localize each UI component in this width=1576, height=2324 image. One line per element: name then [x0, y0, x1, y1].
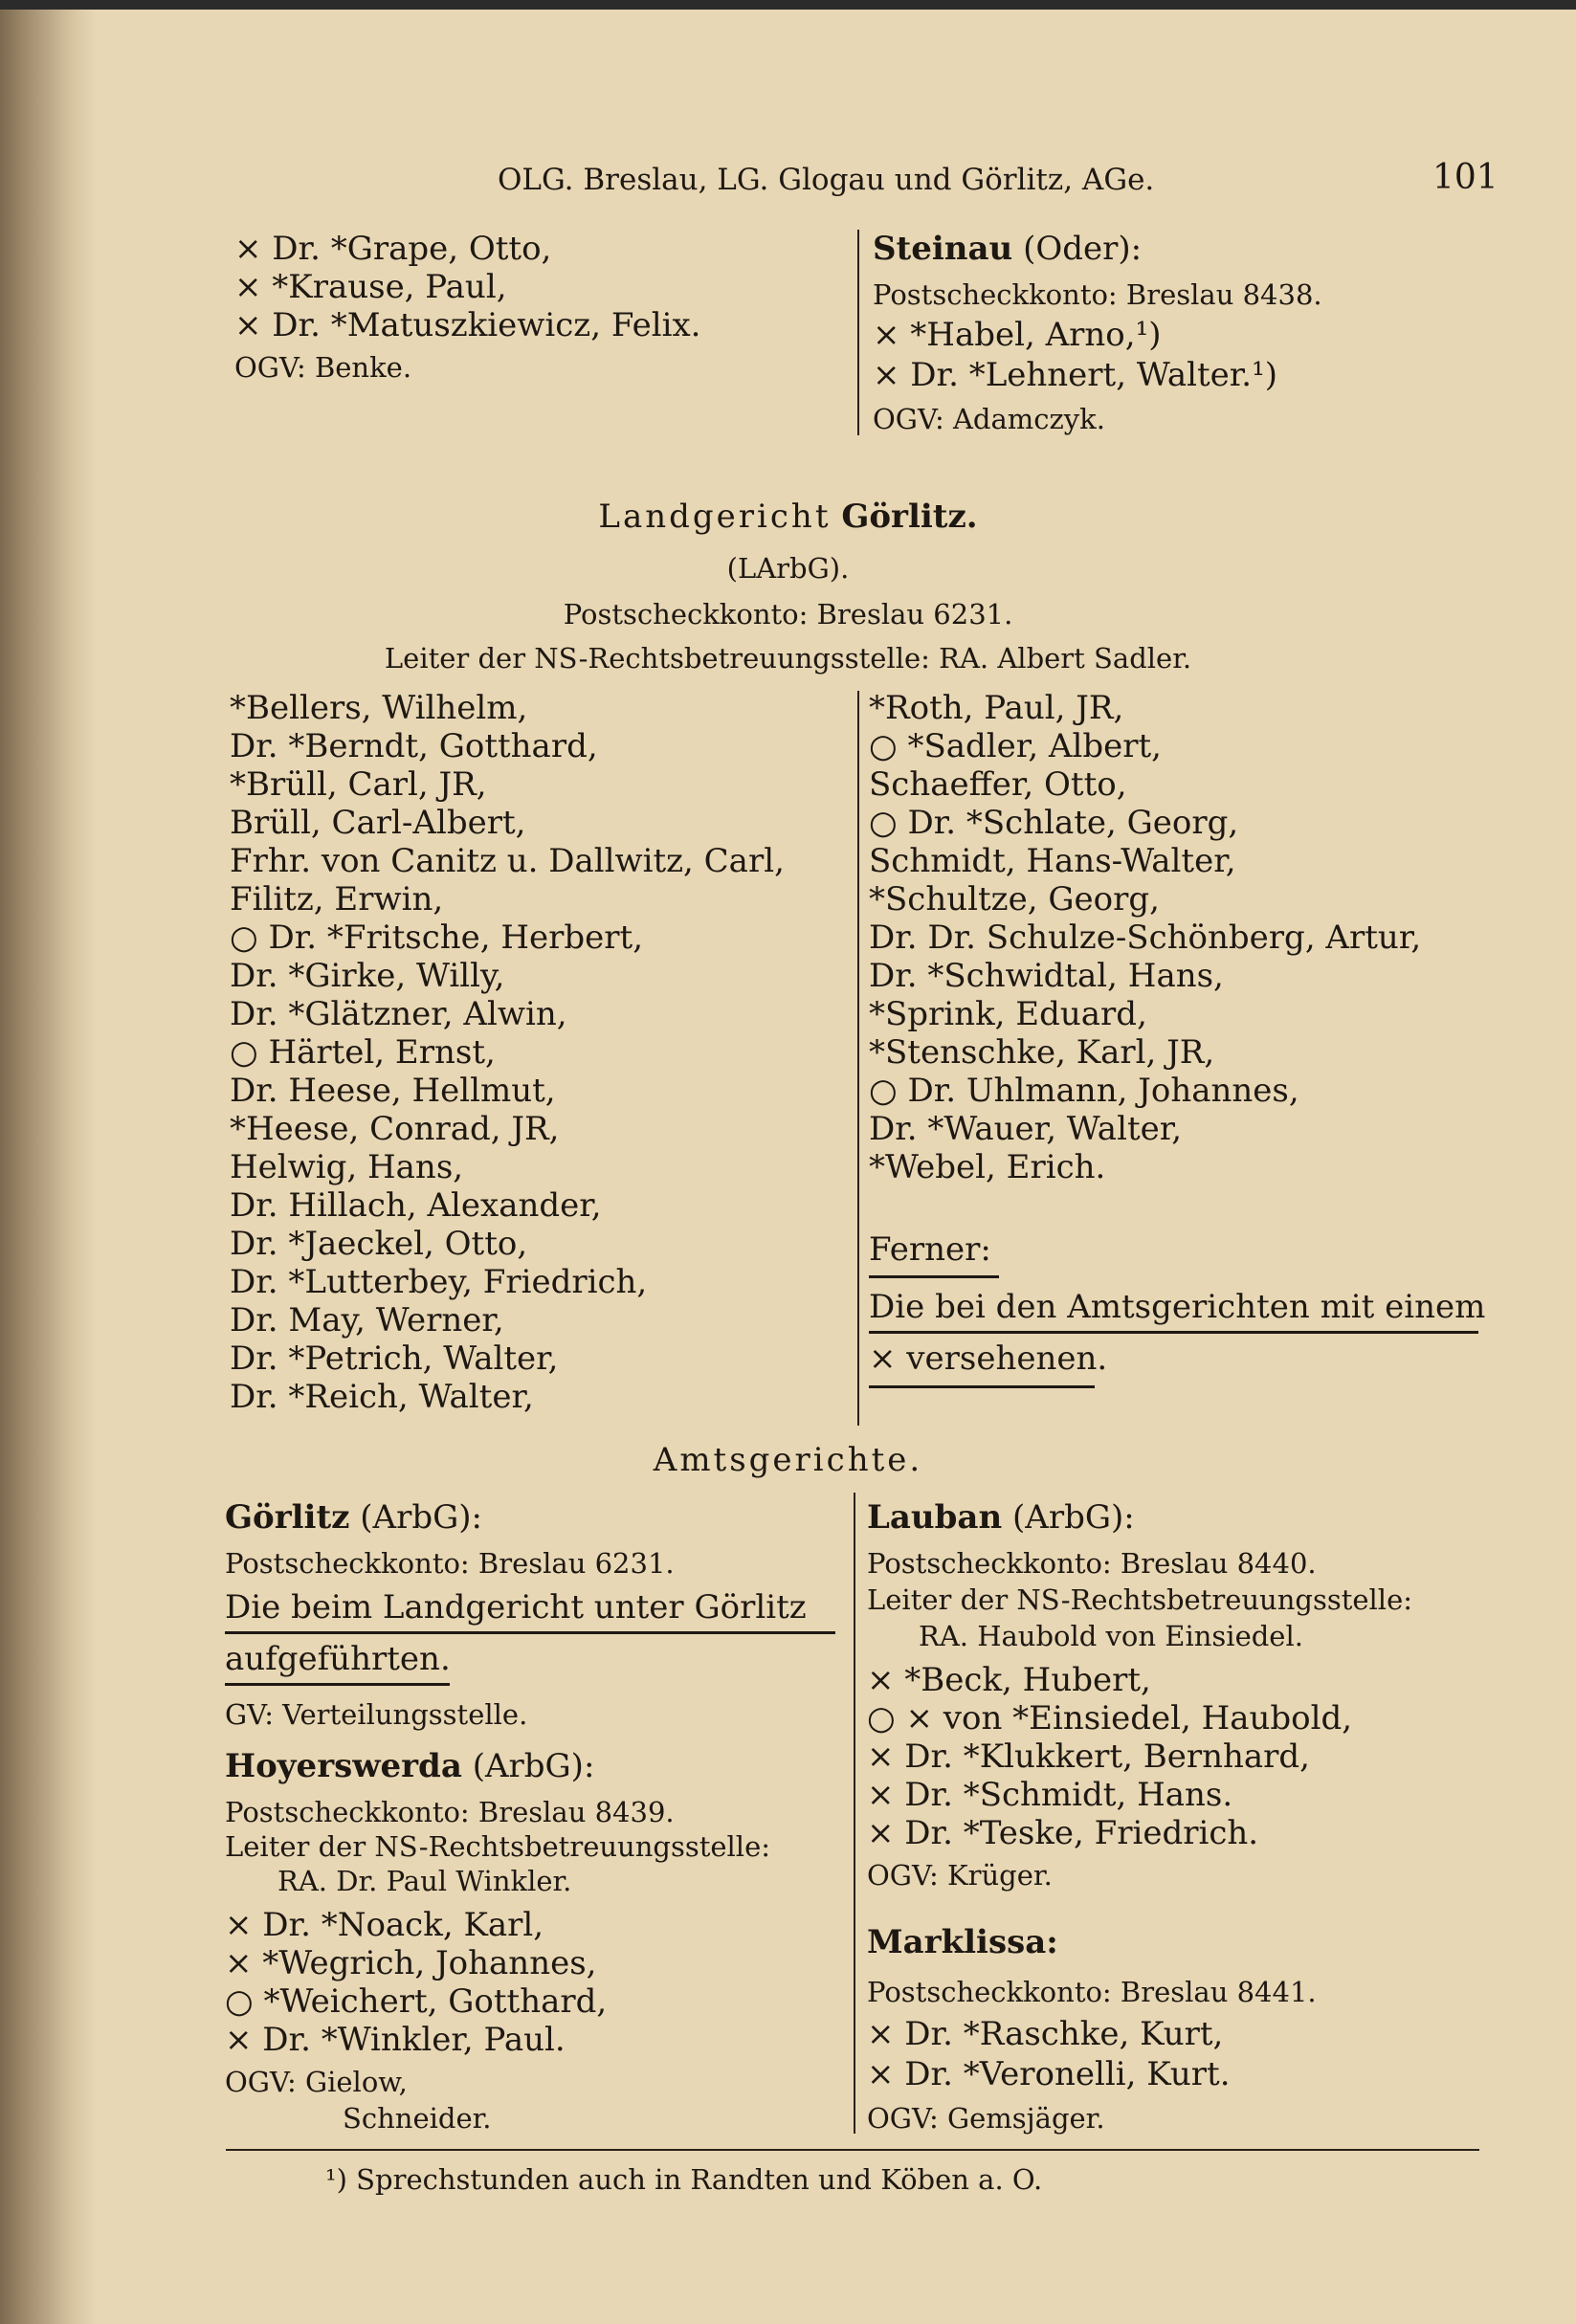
name-entry: *Heese, Conrad, JR, — [230, 1110, 560, 1148]
entry: × Dr. *Klukkert, Bernhard, — [867, 1737, 1310, 1776]
court-name: Görlitz — [225, 1498, 350, 1537]
title-name: Görlitz. — [841, 498, 978, 536]
name-entry: *Brüll, Carl, JR, — [230, 765, 487, 804]
landgericht-sub: (LArbG). — [726, 552, 850, 585]
entry: × Dr. *Grape, Otto, — [234, 230, 552, 268]
postscheck-line: Postscheckkonto: Breslau 8440. — [867, 1547, 1317, 1580]
ferner-line1: Die bei den Amtsgerichten mit einem — [869, 1288, 1486, 1326]
leiter-line: Leiter der NS-Rechtsbetreuungsstelle: — [867, 1583, 1413, 1616]
name-entry: Schaeffer, Otto, — [869, 765, 1127, 804]
name-entry: *Schultze, Georg, — [869, 880, 1160, 919]
entry: ○ *Weichert, Gotthard, — [225, 1982, 608, 2021]
goerlitz-heading — [225, 1498, 482, 1537]
name-entry: ○ Dr. Uhlmann, Johannes, — [869, 1072, 1299, 1110]
name-entry: *Bellers, Wilhelm, — [230, 689, 528, 727]
hoyerswerda-heading — [225, 1747, 594, 1785]
footnote: ¹) Sprechstunden auch in Randten und Köben a. O. — [325, 2163, 1043, 2196]
ogv-line: OGV: Gemsjäger. — [867, 2102, 1105, 2135]
name-entry: ○ Dr. *Fritsche, Herbert, — [230, 919, 644, 957]
entry: × *Krause, Paul, — [234, 268, 507, 306]
postscheck-line: Postscheckkonto: Breslau 8438. — [873, 278, 1322, 311]
ferner-rule — [869, 1331, 1478, 1334]
title-prefix: Landgericht — [598, 498, 832, 536]
running-title: OLG. Breslau, LG. Glogau und Görlitz, AGe. — [498, 163, 1155, 197]
entry: × *Habel, Arno,¹) — [873, 316, 1162, 354]
name-entry: Dr. *Schwidtal, Hans, — [869, 957, 1224, 995]
name-entry: Brüll, Carl-Albert, — [230, 804, 526, 842]
postscheck-line: Postscheckkonto: Breslau 8439. — [225, 1796, 675, 1828]
name-entry: ○ Härtel, Ernst, — [230, 1033, 496, 1072]
ferner-underline-2 — [869, 1385, 1095, 1388]
name-entry: *Roth, Paul, JR, — [869, 689, 1124, 727]
goerlitz-note-rule — [225, 1631, 835, 1634]
entry: × Dr. *Lehnert, Walter.¹) — [873, 356, 1277, 394]
name-entry: Dr. May, Werner, — [230, 1301, 504, 1339]
goerlitz-note-1: Die beim Landgericht unter Görlitz — [225, 1588, 807, 1627]
ferner-label: Ferner: — [869, 1230, 991, 1269]
name-entry: Dr. *Lutterbey, Friedrich, — [230, 1263, 648, 1301]
entry: × Dr. *Raschke, Kurt, — [867, 2015, 1224, 2053]
amtsgerichte-title: Amtsgerichte. — [653, 1441, 923, 1479]
ogv-line: OGV: Adamczyk. — [873, 403, 1105, 435]
column-divider — [857, 691, 859, 1426]
name-entry: Helwig, Hans, — [230, 1148, 464, 1186]
name-entry: Dr. Dr. Schulze-Schönberg, Artur, — [869, 919, 1422, 957]
goerlitz-note-underline — [225, 1683, 450, 1686]
postscheck-line: Postscheckkonto: Breslau 8441. — [867, 1976, 1317, 2008]
court-name: Steinau — [873, 230, 1013, 268]
entry: × Dr. *Veronelli, Kurt. — [867, 2055, 1231, 2093]
leiter-line: Leiter der NS-Rechtsbetreuungsstelle: — [225, 1830, 771, 1863]
ferner-underline — [869, 1275, 999, 1278]
entry: × Dr. *Teske, Friedrich. — [867, 1814, 1259, 1852]
page-number: 101 — [1432, 158, 1498, 197]
leiter-name: RA. Dr. Paul Winkler. — [277, 1865, 572, 1897]
court-suffix: (ArbG): — [1012, 1498, 1135, 1537]
postscheck-line: Postscheckkonto: Breslau 6231. — [225, 1547, 675, 1580]
ferner-line2: × versehenen. — [869, 1339, 1108, 1378]
name-entry: *Webel, Erich. — [869, 1148, 1106, 1186]
name-entry: Dr. *Reich, Walter, — [230, 1378, 534, 1416]
court-suffix: (ArbG): — [360, 1498, 483, 1537]
steinau-heading — [873, 230, 1142, 268]
name-entry: Dr. *Glätzner, Alwin, — [230, 995, 567, 1033]
name-entry: *Stenschke, Karl, JR, — [869, 1033, 1215, 1072]
name-entry: Dr. *Berndt, Gotthard, — [230, 727, 598, 765]
name-entry: Dr. Heese, Hellmut, — [230, 1072, 556, 1110]
name-entry: Filitz, Erwin, — [230, 880, 444, 919]
name-entry: Dr. *Wauer, Walter, — [869, 1110, 1183, 1148]
name-entry: ○ *Sadler, Albert, — [869, 727, 1162, 765]
name-entry: ○ Dr. *Schlate, Georg, — [869, 804, 1239, 842]
landgericht-title — [0, 498, 1576, 536]
entry: ○ × von *Einsiedel, Haubold, — [867, 1699, 1353, 1737]
landgericht-leiter: Leiter der NS-Rechtsbetreuungsstelle: RA. Albert Sadler. — [384, 642, 1192, 675]
marklissa-heading: Marklissa: — [867, 1923, 1058, 1961]
court-suffix: (Oder): — [1023, 230, 1143, 268]
court-name: Lauban — [867, 1498, 1003, 1537]
name-entry: Schmidt, Hans-Walter, — [869, 842, 1236, 880]
gv-line: GV: Verteilungsstelle. — [225, 1698, 528, 1731]
name-entry: Frhr. von Canitz u. Dallwitz, Carl, — [230, 842, 785, 880]
entry: × *Wegrich, Johannes, — [225, 1944, 597, 1982]
lauban-heading — [867, 1498, 1135, 1537]
court-suffix: (ArbG): — [472, 1747, 595, 1785]
landgericht-postscheck: Postscheckkonto: Breslau 6231. — [563, 598, 1013, 631]
goerlitz-note-2: aufgeführten. — [225, 1640, 451, 1678]
column-divider — [854, 1493, 855, 2134]
name-entry: Dr. *Petrich, Walter, — [230, 1339, 559, 1378]
entry: × Dr. *Schmidt, Hans. — [867, 1776, 1233, 1814]
leiter-name: RA. Haubold von Einsiedel. — [919, 1620, 1303, 1652]
column-divider — [857, 230, 859, 435]
entry: × Dr. *Winkler, Paul. — [225, 2021, 566, 2059]
name-entry: Dr. *Jaeckel, Otto, — [230, 1225, 528, 1263]
ogv-line: OGV: Gielow, — [225, 2066, 408, 2098]
entry: × Dr. *Noack, Karl, — [225, 1906, 544, 1944]
name-entry: Dr. *Girke, Willy, — [230, 957, 505, 995]
name-entry: Dr. Hillach, Alexander, — [230, 1186, 602, 1225]
ogv-line-2: Schneider. — [343, 2102, 492, 2135]
name-entry: *Sprink, Eduard, — [869, 995, 1147, 1033]
footnote-rule — [226, 2149, 1479, 2151]
entry: × *Beck, Hubert, — [867, 1661, 1151, 1699]
entry: × Dr. *Matuszkiewicz, Felix. — [234, 306, 701, 344]
court-name: Hoyerswerda — [225, 1747, 462, 1785]
ogv-line: OGV: Benke. — [234, 351, 412, 384]
ogv-line: OGV: Krüger. — [867, 1859, 1053, 1892]
